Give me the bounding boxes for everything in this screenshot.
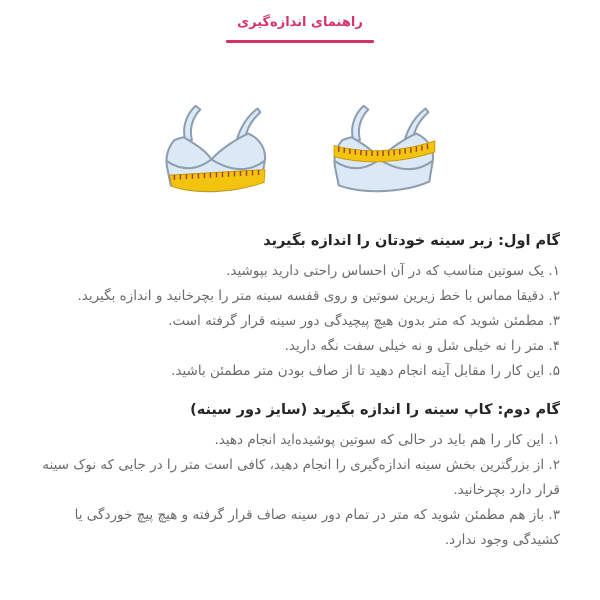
bra-illustrations-row <box>40 99 560 205</box>
title-underline <box>226 40 374 43</box>
step2-heading: گام دوم: کاپ سینه را اندازه بگیرید (سایز دور سینه) <box>190 402 560 418</box>
step2-section <box>40 400 560 553</box>
instructions-content <box>40 231 560 553</box>
instruction-item: ۵. این کار را مقابل آینه انجام دهید تا از صاف بودن متر مطمئن باشید. <box>171 363 560 379</box>
bra-underbust-tape-illustration <box>155 99 277 205</box>
instruction-item: ۳. باز هم مطمئن شوید که متر در تمام دور سینه صاف قرار گرفته و هیچ پیچ خوردگی یا کشیدگی وجود ندارد. <box>74 507 560 548</box>
step1-heading: گام اول: زیر سینه خودتان را اندازه بگیرید <box>263 233 560 249</box>
instruction-item: ۱. این کار را هم باید در حالی که سوتین پوشیده‌اید انجام دهید. <box>214 432 560 448</box>
instruction-item: ۱. یک سوتین مناسب که در آن احساس راحتی دارید بپوشید. <box>226 263 560 279</box>
step1-instruction-list <box>40 259 560 384</box>
page-header <box>40 15 560 43</box>
instruction-item: ۲. دقیقا مماس با خط زیرین سوتین و روی قفسه سینه متر را بچرخانید و اندازه بگیرید. <box>77 288 560 304</box>
instruction-item: ۳. مطمئن شوید که متر بدون هیچ پیچیدگی دور سینه قرار گرفته است. <box>168 313 560 329</box>
page-title: راهنمای اندازه‌گیری <box>237 15 363 30</box>
step1-section <box>40 231 560 384</box>
instruction-item: ۴. متر را نه خیلی شل و نه خیلی سفت نگه دارید. <box>284 338 560 354</box>
instruction-item: ۲. از بزرگترین بخش سینه اندازه‌گیری را انجام دهید، کافی است متر را در جایی که نوک سینه قرار دارد بچرخانید. <box>42 457 560 498</box>
bra-overbust-tape-illustration <box>323 99 445 205</box>
step2-instruction-list <box>40 428 560 553</box>
